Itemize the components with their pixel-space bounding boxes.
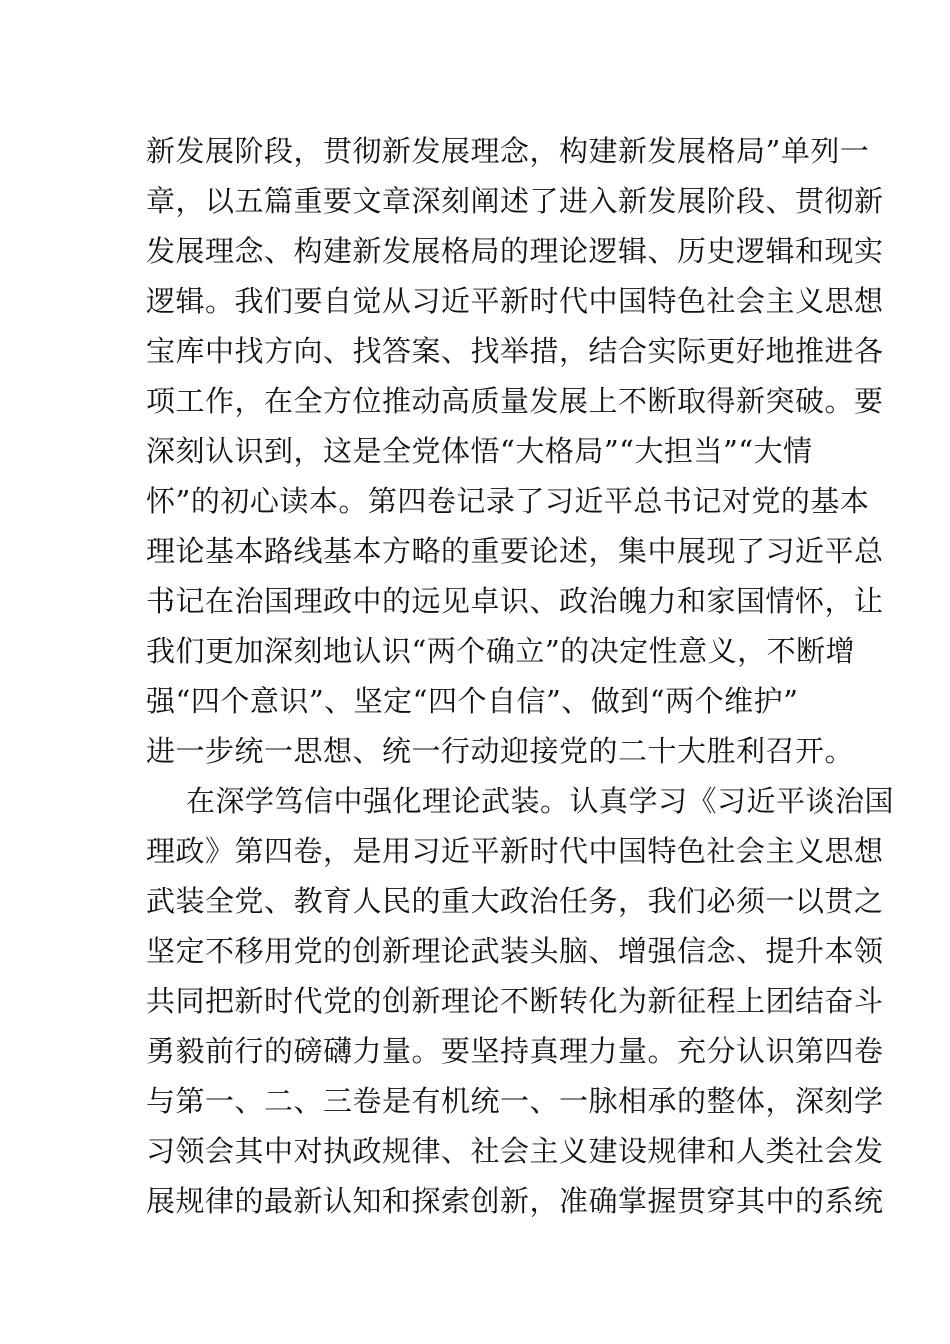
body-text	[146, 126, 895, 1226]
text-line: 与第一、二、三卷是有机统一、一脉相承的整体，深刻学	[146, 1084, 884, 1118]
paragraph-1	[146, 126, 884, 776]
text-line: 深刻认识到，这是全党体悟“大格局”“大担当”“大情	[146, 434, 813, 468]
text-line: 我们更加深刻地认识“两个确立”的决定性意义，不断增	[146, 634, 856, 668]
text-line: 项工作，在全方位推动高质量发展上不断取得新突破。要	[146, 384, 884, 418]
text-line: 强“四个意识”、坚定“四个自信”、做到“两个维护”	[146, 684, 799, 718]
text-line: 发展理念、构建新发展格局的理论逻辑、历史逻辑和现实	[146, 234, 884, 268]
text-line: 怀”的初心读本。第四卷记录了习近平总书记对党的基本	[146, 484, 870, 518]
text-line: 共同把新时代党的创新理论不断转化为新征程上团结奋斗	[146, 984, 884, 1018]
text-line: 进一步统一思想、统一行动迎接党的二十大胜利召开。	[146, 734, 855, 768]
text-line: 逻辑。我们要自觉从习近平新时代中国特色社会主义思想	[146, 284, 884, 318]
text-line: 武装全党、教育人民的重大政治任务，我们必须一以贯之	[146, 884, 884, 918]
text-line: 理论基本路线基本方略的重要论述，集中展现了习近平总	[146, 534, 884, 568]
text-line: 在深学笃信中强化理论武装。认真学习《习近平谈治国	[186, 784, 895, 818]
text-line: 章，以五篇重要文章深刻阐述了进入新发展阶段、贯彻新	[146, 184, 884, 218]
text-line: 勇毅前行的磅礴力量。要坚持真理力量。充分认识第四卷	[146, 1034, 884, 1068]
text-line: 书记在治国理政中的远见卓识、政治魄力和家国情怀，让	[146, 584, 884, 618]
text-line: 理政》第四卷，是用习近平新时代中国特色社会主义思想	[146, 834, 884, 868]
paragraph-2	[146, 776, 895, 1226]
text-line: 宝库中找方向、找答案、找举措，结合实际更好地推进各	[146, 334, 884, 368]
text-line: 展规律的最新认知和探索创新，准确掌握贯穿其中的系统	[146, 1184, 884, 1218]
text-line: 坚定不移用党的创新理论武装头脑、增强信念、提升本领	[146, 934, 884, 968]
text-line: 新发展阶段，贯彻新发展理念，构建新发展格局”单列一	[146, 134, 870, 168]
text-line: 习领会其中对执政规律、社会主义建设规律和人类社会发	[146, 1134, 884, 1168]
